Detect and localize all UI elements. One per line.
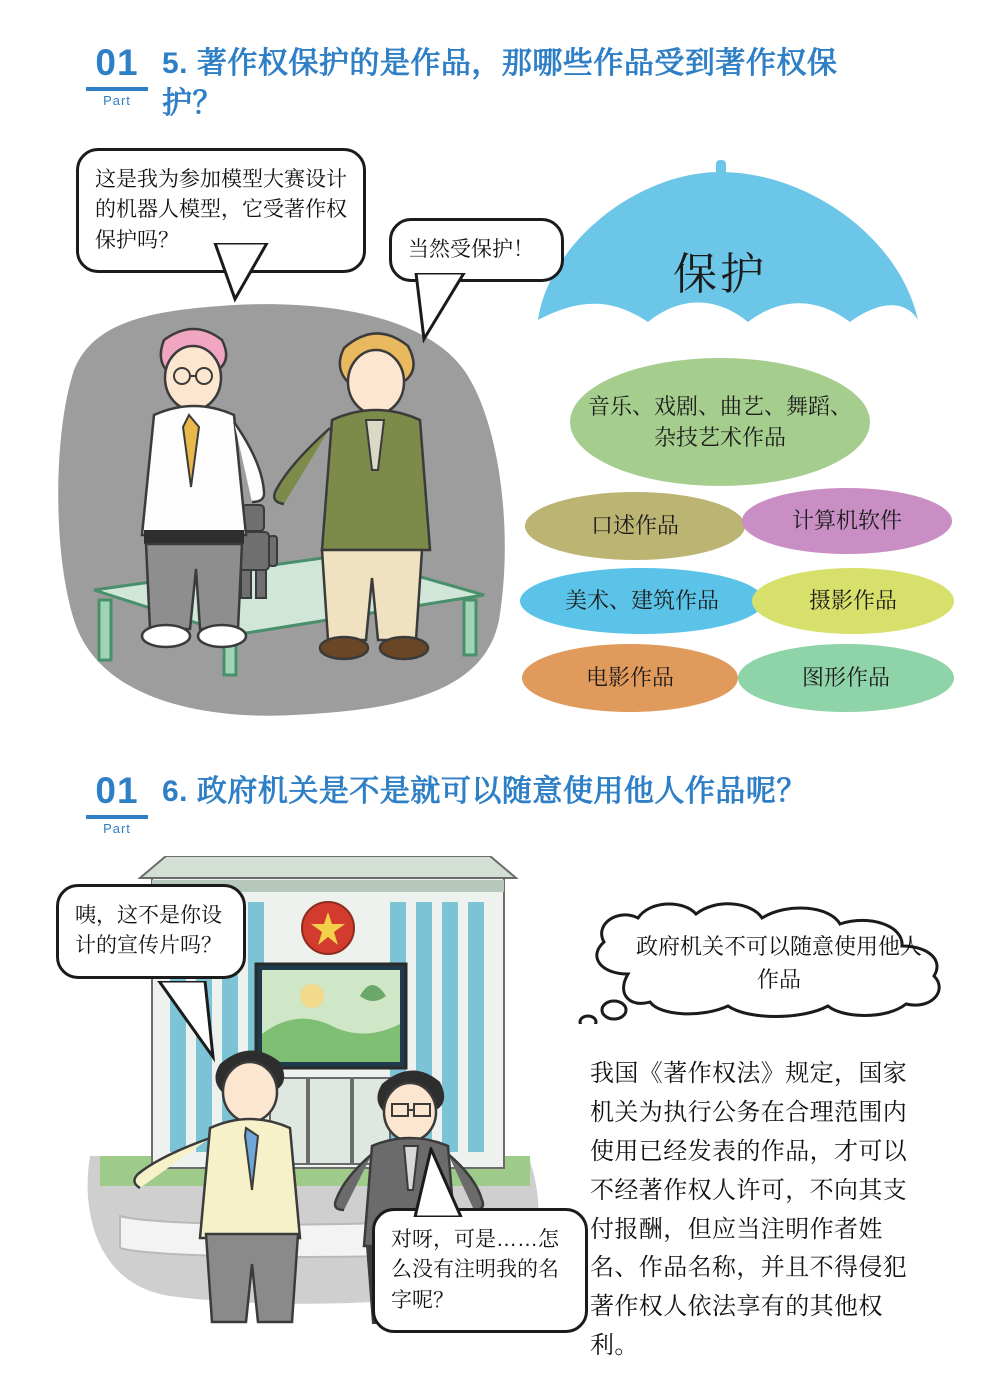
section-header-2 [84, 772, 807, 835]
part-badge-1 [84, 44, 150, 107]
thought-cloud-government [566, 898, 986, 1024]
speech-bubble-text: 这是我为参加模型大赛设计的机器人模型，它受著作权保护吗？ [95, 168, 347, 252]
speech-bubble-text: 对呀，可是……怎么没有注明我的名字呢？ [391, 1228, 559, 1312]
speech-bubble-bottom-reply [372, 1208, 588, 1333]
part-number: 01 [95, 42, 139, 83]
work-type-tag-1: 口述作品 [525, 492, 745, 560]
copyright-law-paragraph: 我国《著作权法》规定，国家机关为执行公务在合理范围内使用已经发表的作品，才可以不经著作权人许可，不向其支付报酬，但应当注明作者姓名、作品名称，并且不得侵犯著作权人依法享有的其他权利。 [590, 1060, 908, 1360]
work-type-tag-3: 美术、建筑作品 [520, 568, 764, 634]
protection-umbrella-group [520, 160, 960, 720]
part-word: Part [103, 821, 131, 836]
speech-tail-icon [209, 243, 289, 323]
section-header-1 [84, 44, 862, 123]
speech-tail-icon [401, 1147, 491, 1217]
illustration-robot-scene [44, 300, 514, 730]
work-type-tag-4: 摄影作品 [752, 568, 954, 634]
page-title-2: 6. 政府机关是不是就可以随意使用他人作品呢？ [162, 775, 807, 808]
speech-bubble-robot-question [76, 148, 366, 273]
speech-bubble-text: 当然受保护！ [408, 238, 534, 261]
speech-tail-icon [412, 273, 492, 363]
part-badge-2 [84, 772, 150, 835]
work-type-tag-6: 图形作品 [738, 644, 954, 712]
page-title-1: 5. 著作权保护的是作品，那哪些作品受到著作权保护？ [162, 47, 838, 120]
speech-bubble-promo-question [56, 884, 246, 979]
part-word: Part [103, 93, 131, 108]
work-type-tag-2: 计算机软件 [742, 488, 952, 554]
umbrella-label: 保护 [673, 250, 767, 299]
work-type-tag-0: 音乐、戏剧、曲艺、舞蹈、杂技艺术作品 [570, 358, 870, 486]
speech-bubble-text: 咦，这不是你设计的宣传片吗？ [75, 904, 222, 958]
speech-bubble-robot-answer [389, 218, 564, 282]
work-type-tag-5: 电影作品 [522, 644, 738, 712]
part-number: 01 [95, 770, 139, 811]
speech-tail-icon [155, 981, 245, 1081]
thought-cloud-text: 政府机关不可以随意使用他人作品 [635, 934, 922, 992]
